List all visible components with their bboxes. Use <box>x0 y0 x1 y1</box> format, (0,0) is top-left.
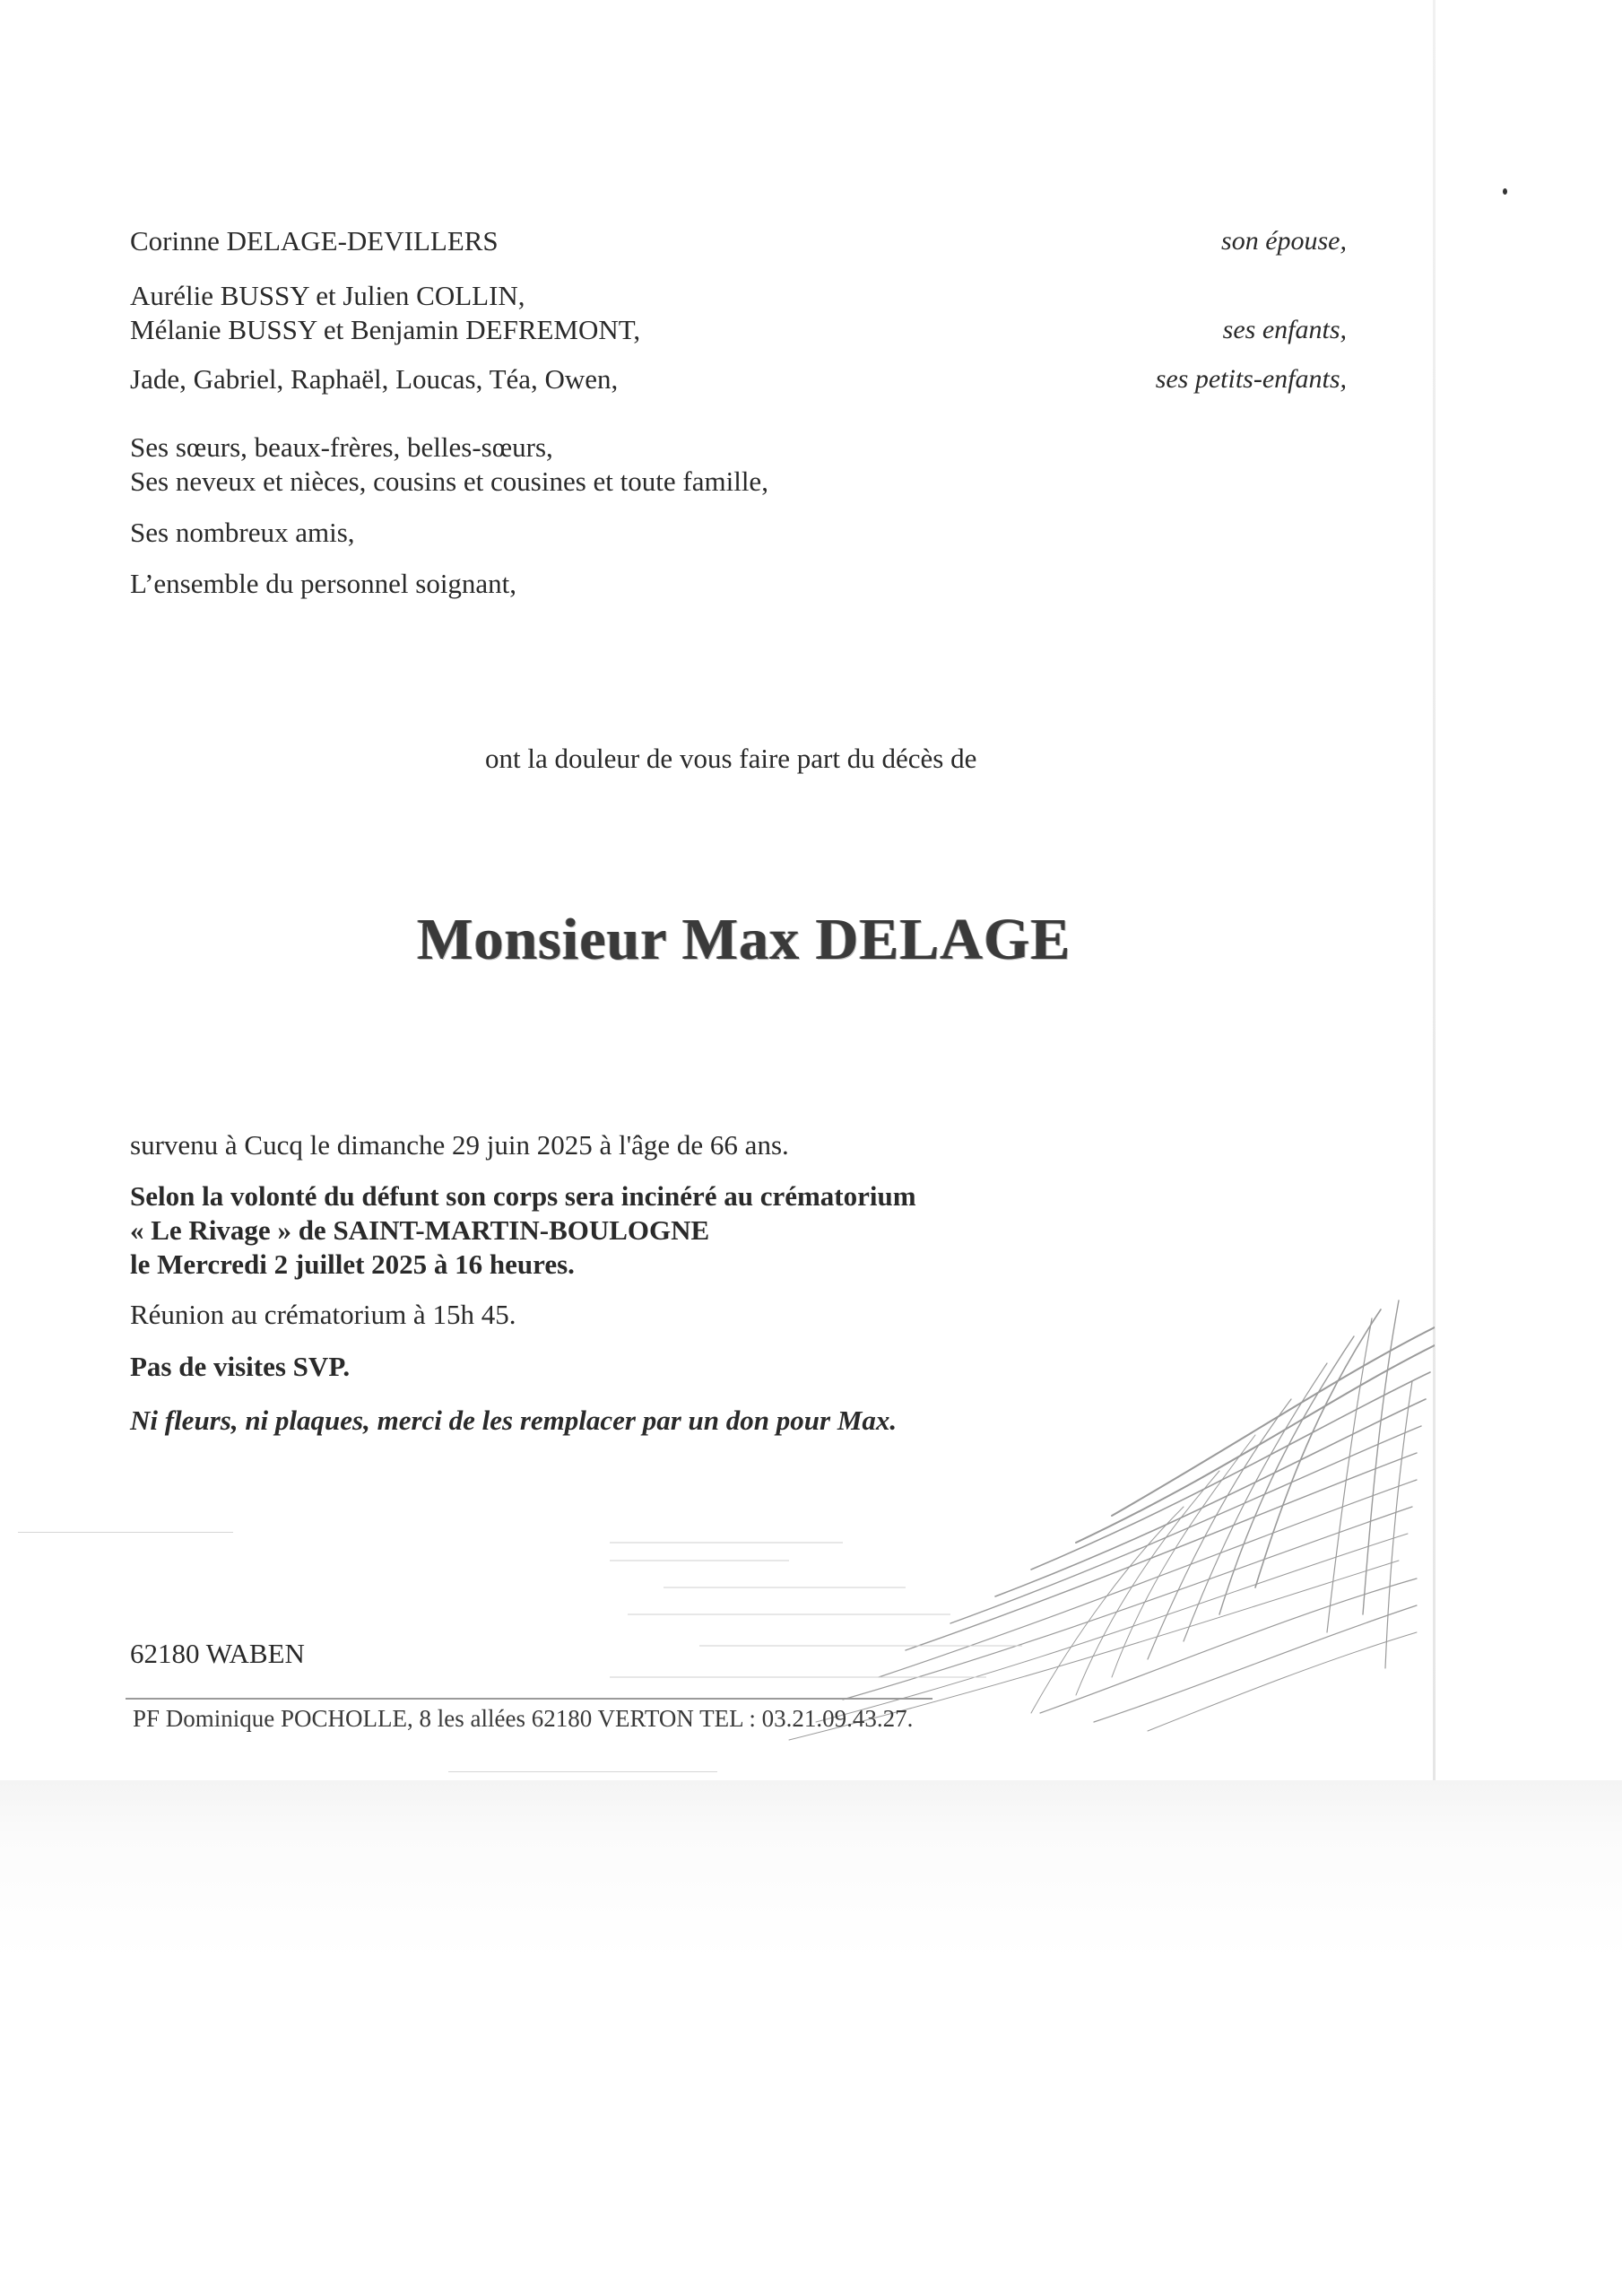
children-line-1: Aurélie BUSSY et Julien COLLIN, <box>130 280 525 311</box>
deceased-name: Monsieur Max DELAGE <box>417 907 1071 972</box>
scan-speck <box>1503 188 1507 195</box>
scan-artifact-line <box>18 1532 233 1533</box>
no-flowers-note: Ni fleurs, ni plaques, merci de les remplacer par un don pour Max. <box>130 1405 898 1436</box>
death-details: survenu à Cucq le dimanche 29 juin 2025 à l'âge de 66 ans. <box>130 1129 789 1161</box>
grandchildren-role: ses petits-enfants, <box>1155 364 1347 394</box>
children-role: ses enfants, <box>1222 315 1347 344</box>
siblings-line-2: Ses neveux et nièces, cousins et cousines et toute famille, <box>130 465 768 497</box>
no-visits-note: Pas de visites SVP. <box>130 1351 351 1382</box>
meeting-time: Réunion au crématorium à 15h 45. <box>130 1299 516 1330</box>
spouse-name: Corinne DELAGE-DEVILLERS <box>130 225 499 257</box>
scan-artifact-line <box>448 1771 717 1772</box>
beach-grass-illustration <box>610 1292 1435 1758</box>
scan-bottom-margin <box>0 1780 1622 2296</box>
friends-line: Ses nombreux amis, <box>130 517 355 548</box>
spouse-role: son épouse, <box>1221 226 1347 256</box>
address: 62180 WABEN <box>130 1638 305 1669</box>
ceremony-line-2: « Le Rivage » de SAINT-MARTIN-BOULOGNE <box>130 1214 710 1246</box>
ceremony-line-1: Selon la volonté du défunt son corps sera incinéré au crématorium <box>130 1180 916 1212</box>
children-line-2: Mélanie BUSSY et Benjamin DEFREMONT, <box>130 314 641 345</box>
funeral-home-info: PF Dominique POCHOLLE, 8 les allées 62180 VERTON TEL : 03.21.09.43.27. <box>133 1705 914 1732</box>
announcement-line: ont la douleur de vous faire part du décès de <box>485 743 977 774</box>
staff-line: L’ensemble du personnel soignant, <box>130 568 517 599</box>
ceremony-line-3: le Mercredi 2 juillet 2025 à 16 heures. <box>130 1248 575 1280</box>
siblings-line-1: Ses sœurs, beaux-frères, belles-sœurs, <box>130 431 553 463</box>
grandchildren-names: Jade, Gabriel, Raphaël, Loucas, Téa, Owen, <box>130 363 619 395</box>
footer-rule <box>126 1698 932 1700</box>
